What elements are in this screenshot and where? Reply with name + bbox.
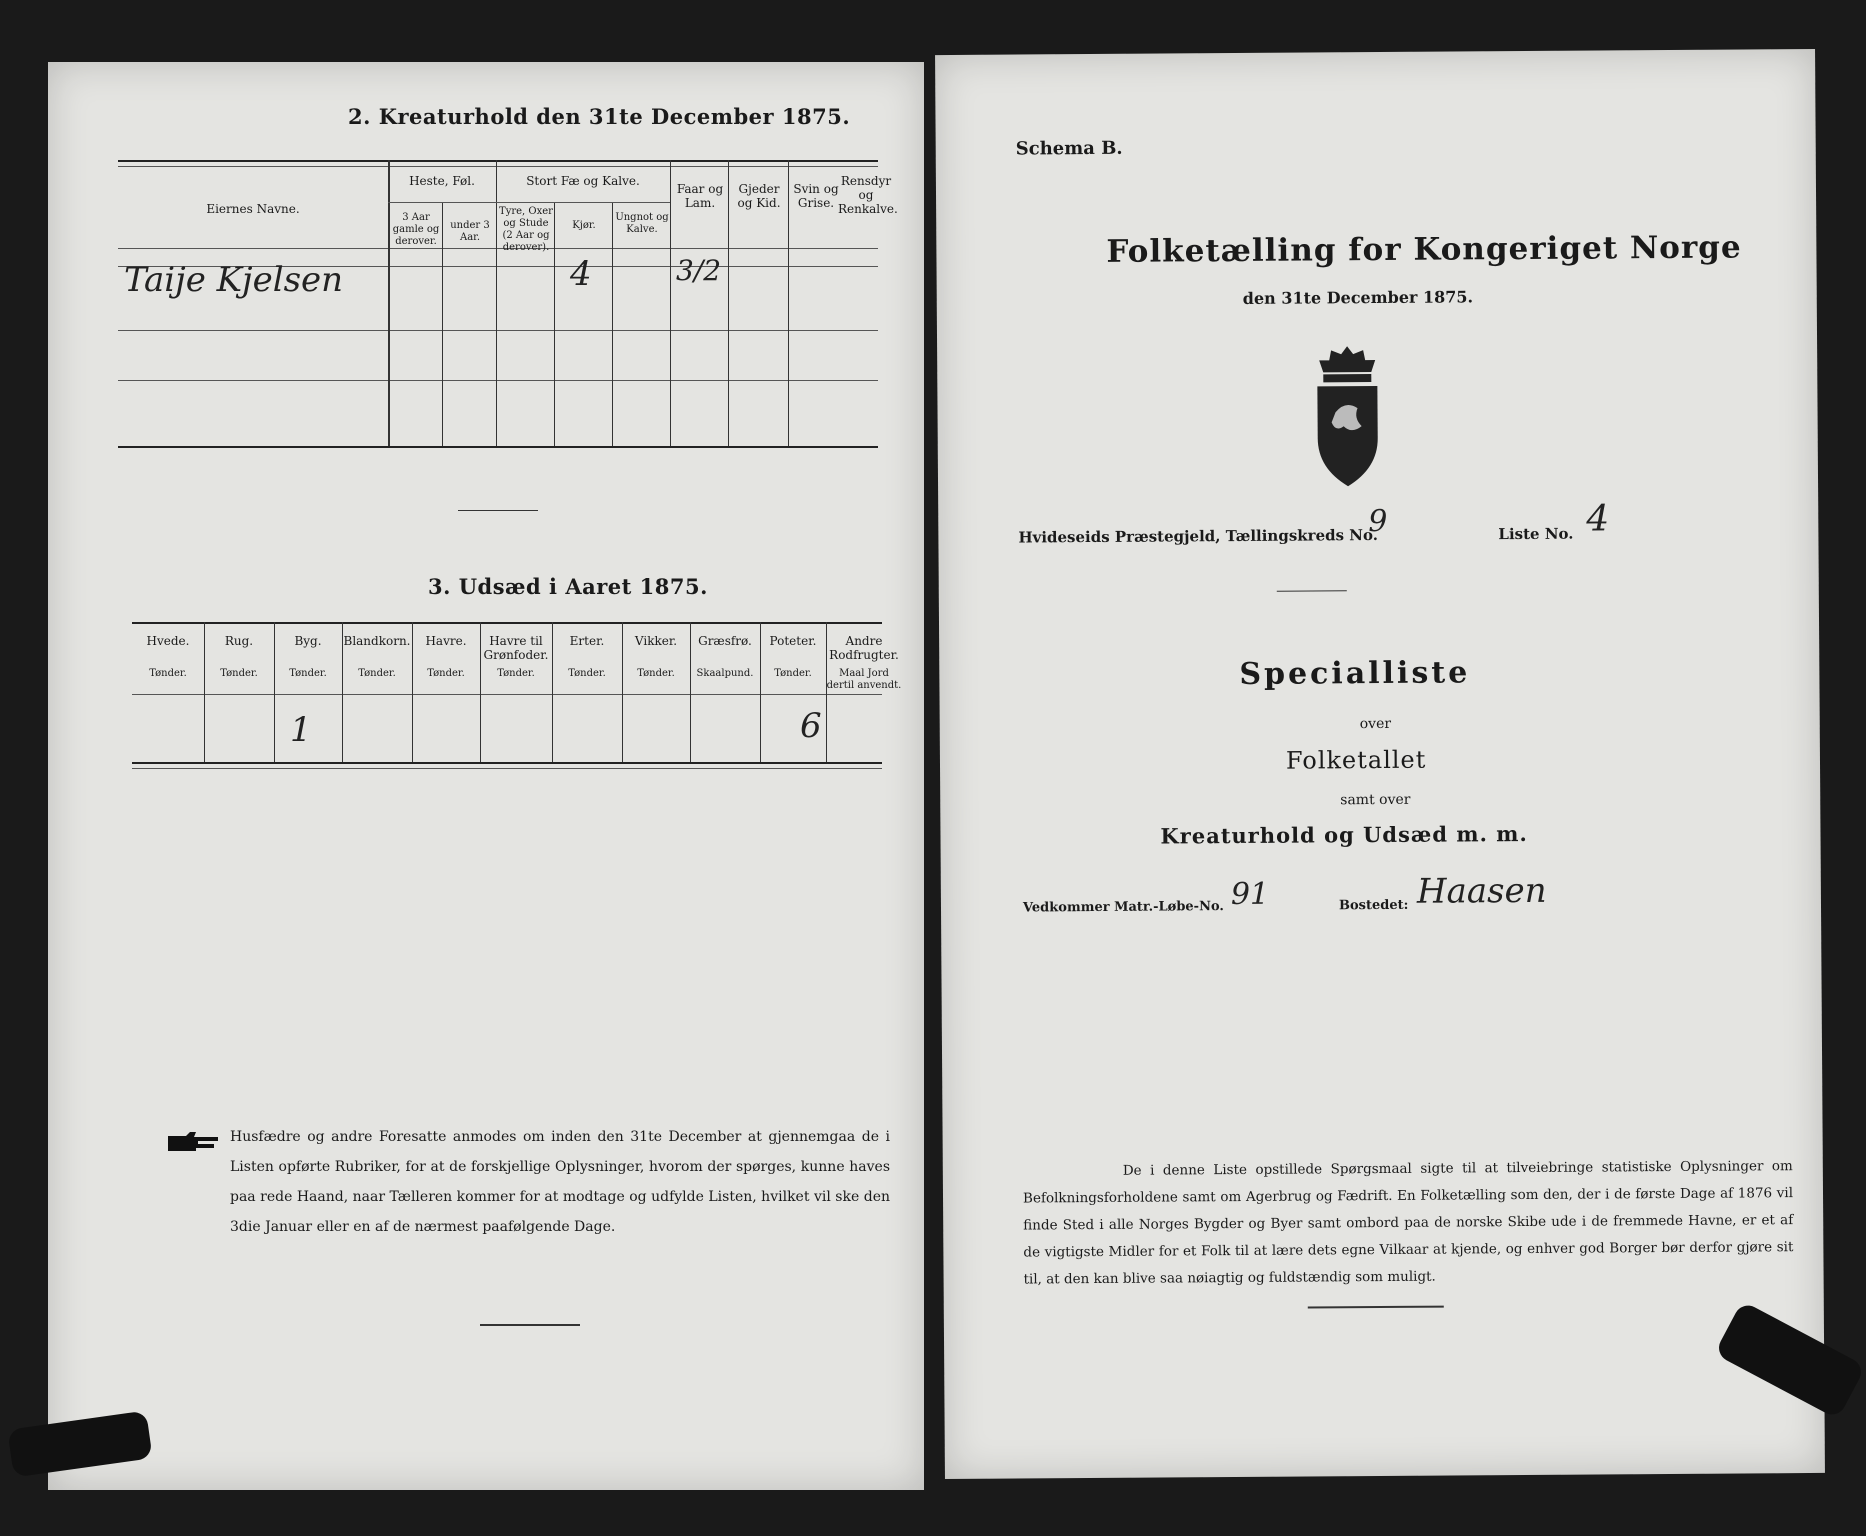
seed-unit-2: Tønder. xyxy=(289,668,327,679)
header-reindeer: Rensdyr og Renkalve. xyxy=(838,174,898,216)
table-col-line xyxy=(554,202,555,446)
header-pigs: Svin og Grise. xyxy=(793,182,839,210)
seed-header-1: Rug. xyxy=(224,634,254,648)
poteter-value: 6 xyxy=(800,706,822,746)
section3-title: 3. Udsæd i Aaret 1875. xyxy=(428,574,708,599)
bosted-label: Bostedet: xyxy=(1338,897,1409,914)
table-rule xyxy=(118,446,878,448)
kreaturhold-text: Kreaturhold og Udsæd m. m. xyxy=(1160,820,1528,849)
header-owner: Eiernes Navne. xyxy=(206,202,300,216)
seed-header-4: Havre. xyxy=(425,634,467,648)
matr-number: 91 xyxy=(1230,876,1270,913)
seed-header-10: Andre Rodfrugter. xyxy=(829,634,899,662)
main-title: Folketælling for Kongeriget Norge xyxy=(1106,229,1742,270)
header-cattle-young: Ungnot og Kalve. xyxy=(615,212,669,235)
district-label: Hvideseids Præstegjeld, Tællingskreds No. xyxy=(1018,526,1378,547)
header-goats: Gjeder og Kid. xyxy=(737,182,781,210)
table-rule xyxy=(118,380,878,381)
table-rule xyxy=(388,202,670,203)
table-rule xyxy=(132,694,882,695)
table-rule xyxy=(118,160,878,162)
schema-label: Schema B. xyxy=(1015,137,1123,160)
coat-of-arms-icon xyxy=(1307,342,1388,493)
divider xyxy=(480,1324,580,1326)
over-text: over xyxy=(1359,715,1392,733)
header-horses: Heste, Føl. xyxy=(409,174,475,188)
table-col-line xyxy=(612,202,613,446)
cows-count: 4 xyxy=(570,254,592,294)
table-rule xyxy=(118,330,878,331)
table-col-line xyxy=(788,160,789,446)
table-col-line xyxy=(442,202,443,446)
seed-header-9: Poteter. xyxy=(769,634,817,648)
seed-unit-1: Tønder. xyxy=(220,668,258,679)
seed-unit-10: Maal Jord dertil anvendt. xyxy=(826,668,902,691)
table-rule xyxy=(132,762,882,764)
divider xyxy=(1308,1306,1444,1309)
bosted-value: Haasen xyxy=(1416,870,1547,912)
left-page xyxy=(48,62,924,1490)
seed-header-2: Byg. xyxy=(294,634,322,648)
seed-header-7: Vikker. xyxy=(634,634,678,648)
notice-text: Husfædre og andre Foresatte anmodes om inden den 31te December at gjennemgaa de i Listen opførte Rubriker, for at de forskjellige Oplysninger, hvorom der spørges, kunne haves paa rede Haand, naar Tælleren kommer for at modtage og udfylde Listen, hvilket vil ske den 3die Januar eller en af de nærmest paafølgende Dage. xyxy=(230,1129,890,1235)
main-subtitle: den 31te December 1875. xyxy=(1242,287,1474,308)
header-horses-young: under 3 Aar. xyxy=(450,220,490,243)
seed-header-3: Blandkorn. xyxy=(343,634,411,648)
seed-header-6: Erter. xyxy=(569,634,605,648)
intro-paragraph: De i denne Liste opstillede Spørgsmaal sigte til at tilveiebringe statistiske Oplysninger om Befolkningsforholdene samt om Agerbrug og Fædrift. En Folketælling som den, der i de første Dage af 1876 vil finde Sted i alle Norges Bygder og Byer samt ombord paa de norske Skibe ude i de fremmede Havne, er et af de vigtigste Midler for et Folk til at lære dets egne Vilkaar at kjende, og enhver god Borger bør derfor gjøre sit til, at den kan blive saa nøiagtig og fuldstændig som muligt. xyxy=(1022,1158,1794,1288)
seed-unit-8: Skaalpund. xyxy=(696,668,754,679)
matr-label: Vedkommer Matr.-Løbe-No. xyxy=(1022,899,1224,916)
folketallet-text: Folketallet xyxy=(1285,745,1427,775)
seed-header-8: Græsfrø. xyxy=(698,634,752,648)
table-rule xyxy=(132,622,882,624)
seed-unit-6: Tønder. xyxy=(568,668,606,679)
table-rule xyxy=(132,768,882,769)
right-page xyxy=(935,49,1825,1479)
header-cattle: Stort Fæ og Kalve. xyxy=(526,174,640,188)
district-number: 9 xyxy=(1368,503,1388,540)
specialliste-heading: Specialliste xyxy=(1239,655,1471,692)
samt-over-text: samt over xyxy=(1340,791,1411,809)
owner-name: Taije Kjelsen xyxy=(124,260,344,300)
divider xyxy=(458,510,538,511)
list-number: 4 xyxy=(1586,498,1610,540)
byg-value: 1 xyxy=(290,710,312,750)
header-cattle-oxen: Tyre, Oxer og Stude (2 Aar og derover). xyxy=(499,206,553,253)
pointing-hand-icon xyxy=(166,1130,222,1154)
list-label: Liste No. xyxy=(1498,524,1574,544)
table-col-line xyxy=(670,160,671,446)
seed-unit-9: Tønder. xyxy=(774,668,812,679)
header-cattle-cows: Kjør. xyxy=(572,220,596,231)
table-rule xyxy=(118,166,878,167)
seed-unit-7: Tønder. xyxy=(637,668,675,679)
table-col-line xyxy=(728,160,729,446)
seed-unit-4: Tønder. xyxy=(427,668,465,679)
divider xyxy=(1277,590,1347,591)
seed-unit-3: Tønder. xyxy=(358,668,396,679)
seed-header-0: Hvede. xyxy=(146,634,190,648)
sheep-count: 3/2 xyxy=(676,254,722,287)
seed-unit-5: Tønder. xyxy=(497,668,535,679)
seed-unit-0: Tønder. xyxy=(149,668,187,679)
header-sheep: Faar og Lam. xyxy=(676,182,724,210)
seed-header-5: Havre til Grønfoder. xyxy=(483,634,549,662)
section2-title: 2. Kreaturhold den 31te December 1875. xyxy=(348,104,851,129)
header-horses-old: 3 Aar gamle og derover. xyxy=(392,212,440,247)
